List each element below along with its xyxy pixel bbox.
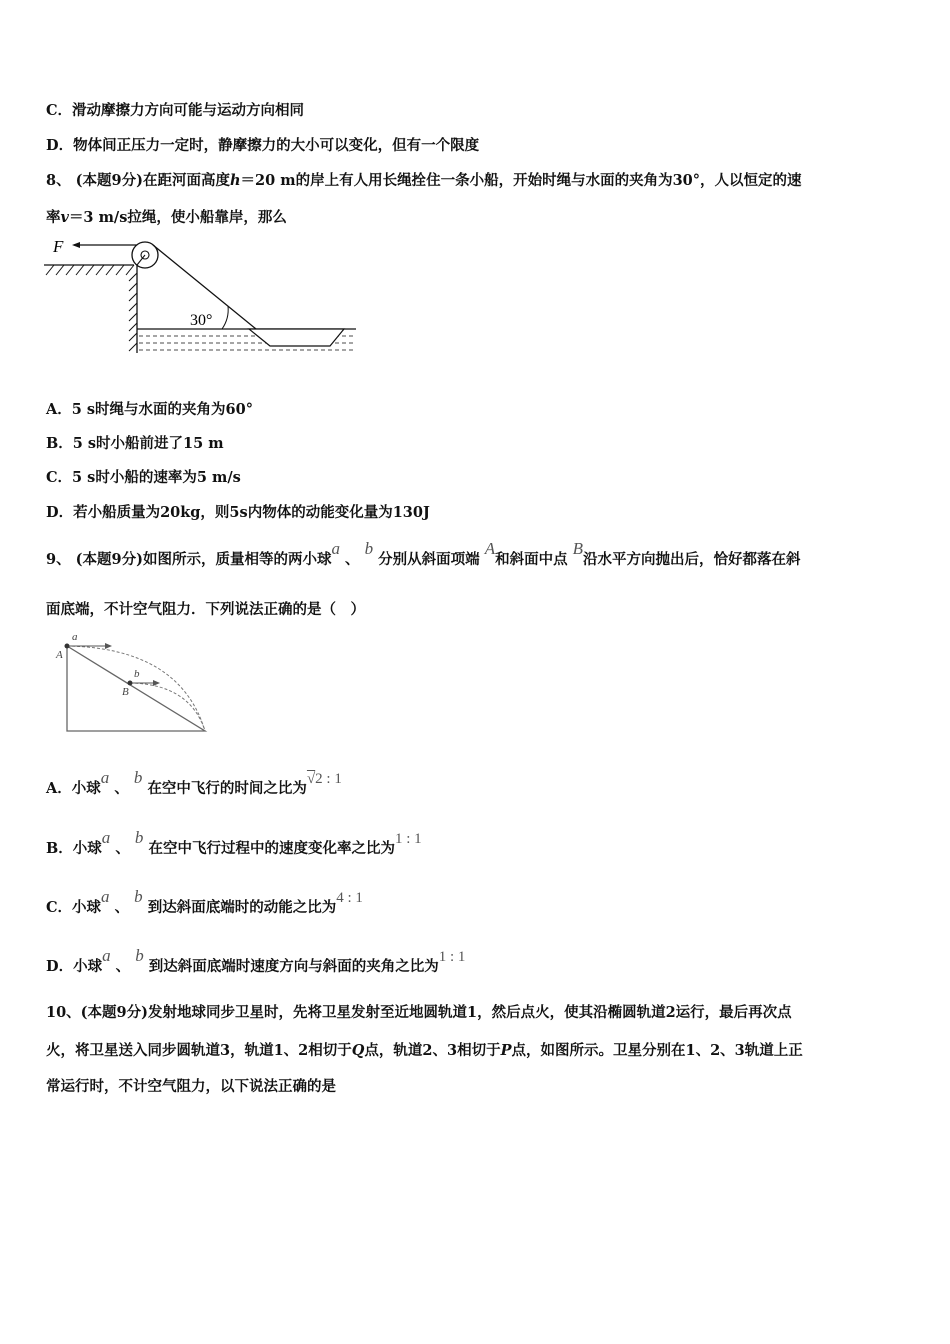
- svg-text:b: b: [134, 668, 140, 680]
- q8-figure: [44, 233, 364, 358]
- svg-text:B: B: [122, 686, 129, 698]
- boat: [249, 329, 344, 346]
- q9-option-a: A．小球a 、 b 在空中飞行的时间之比为√2 : 1: [46, 768, 342, 797]
- q8-option-b: B．5 s时小船前进了15 m: [46, 435, 224, 452]
- option-d-prev: D．物体间正压力一定时，静摩擦力的大小可以变化，但有一个限度: [46, 137, 480, 154]
- q9-figure: [50, 628, 215, 736]
- q9-stem-line2: 面底端，不计空气阻力．下列说法正确的是（ ）: [46, 601, 365, 618]
- angle-label: 30°: [190, 312, 213, 329]
- q8-option-a: A．5 s时绳与水面的夹角为60°: [46, 401, 253, 418]
- ball-a: [65, 644, 70, 649]
- q10-stem-line2: 火，将卫星送入同步圆轨道3，轨道1、2相切于Q点，轨道2、3相切于P点，如图所示。卫星分别在1、2、3轨道上正: [46, 1042, 803, 1059]
- q9-option-d: D．小球a 、 b 到达斜面底端时速度方向与斜面的夹角之比为1 : 1: [46, 946, 466, 975]
- q8-option-c: C．5 s时小船的速率为5 m/s: [46, 469, 241, 486]
- q8-stem-line2: 率v＝3 m/s拉绳，使小船靠岸，那么: [46, 209, 287, 226]
- q9-option-c: C．小球a 、 b 到达斜面底端时的动能之比为4 : 1: [46, 887, 363, 916]
- svg-text:A: A: [56, 649, 63, 661]
- ball-b: [128, 681, 133, 686]
- q8-stem-line1: 8、 (本题9分)在距河面高度h＝20 m的岸上有人用长绳拴住一条小船，开始时绳与水面的夹角为30°，人以恒定的速: [46, 172, 802, 189]
- q8-option-d: D．若小船质量为20kg，则5s内物体的动能变化量为130J: [46, 504, 430, 521]
- q10-stem-line1: 10、(本题9分)发射地球同步卫星时，先将卫星发射至近地圆轨道1，然后点火，使其沿椭圆轨道2运行，最后再次点: [46, 1004, 792, 1021]
- svg-text:a: a: [72, 631, 78, 643]
- q9-option-b: B．小球a 、 b 在空中飞行过程中的速度变化率之比为1 : 1: [46, 828, 422, 857]
- force-label: F: [53, 237, 64, 256]
- q9-stem-line1: 9、 (本题9分)如图所示，质量相等的两小球a 、 b 分别从斜面项端 A和斜面中点 B沿水平方向抛出后，恰好都落在斜: [46, 539, 801, 568]
- q10-stem-line3: 常运行时，不计空气阻力，以下说法正确的是: [46, 1078, 336, 1095]
- incline: [67, 646, 205, 731]
- option-c-prev: C．滑动摩擦力方向可能与运动方向相同: [46, 102, 305, 119]
